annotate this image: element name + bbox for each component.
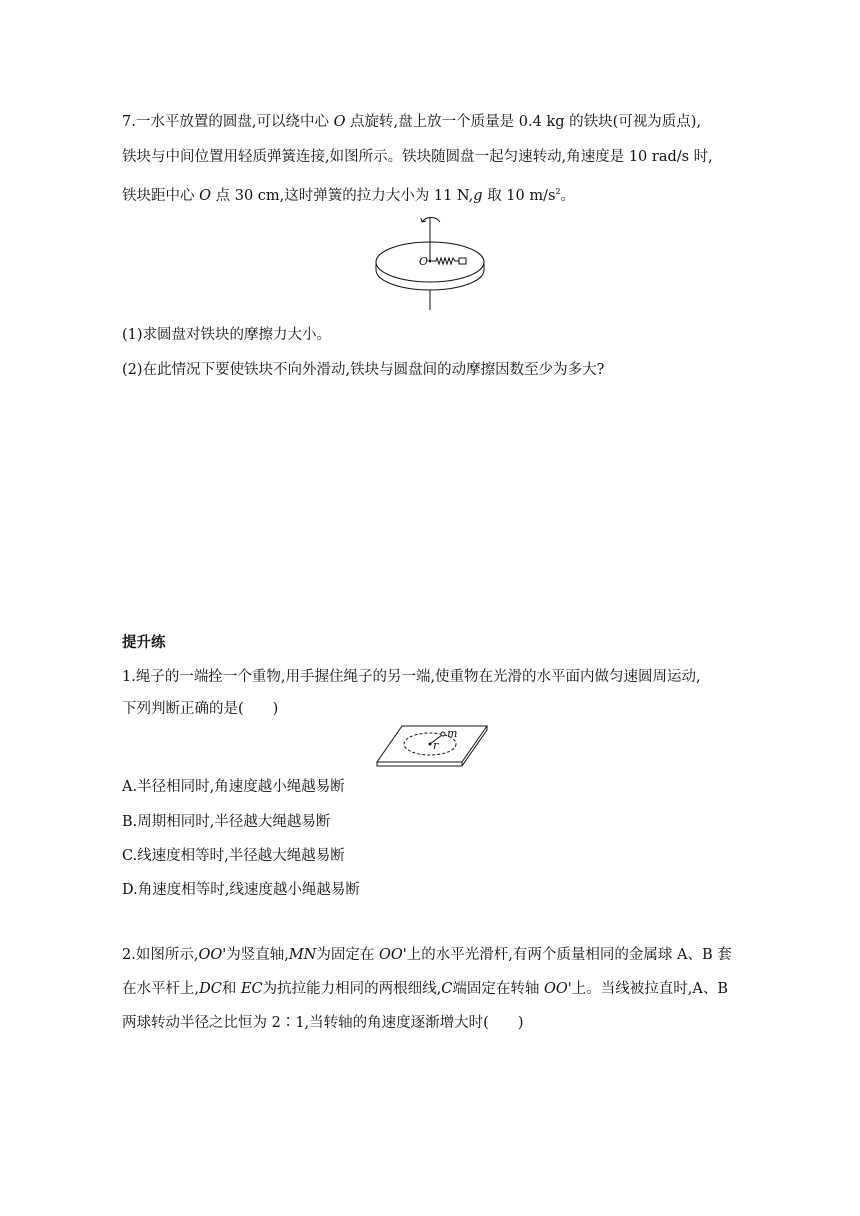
circular-motion-figure — [376, 724, 488, 768]
p2-line-2: 在水平杆上,DC和 EC为抗拉能力相同的两根细线,C端固定在转轴 OO'上。当线被拉直时,A、B — [122, 981, 728, 997]
symbol-o: O — [333, 114, 346, 130]
label-o: O — [419, 255, 429, 268]
p2-line-3: 两球转动半径之比恒为 2∶1,当转轴的角速度逐渐增大时( ) — [122, 1015, 524, 1031]
spring-icon — [432, 258, 459, 264]
q7-line-2: 铁块与中间位置用轻质弹簧连接,如图所示。铁块随圆盘一起匀速转动,角速度是 10 rad/s 时, — [122, 149, 713, 165]
q7-sub-2: (2)在此情况下要使铁块不向外滑动,铁块与圆盘间的动摩擦因数至少为多大? — [122, 362, 605, 378]
section-title: 提升练 — [122, 635, 166, 651]
symbol-o: O — [199, 188, 211, 204]
p1-line-2: 下列判断正确的是( ) — [122, 701, 279, 717]
rotating-disc-figure — [370, 214, 490, 314]
p1-option-a: A.半径相同时,角速度越小绳越易断 — [122, 779, 345, 795]
symbol-g: g — [473, 188, 483, 204]
iron-block — [459, 258, 466, 264]
label-r: r — [433, 739, 439, 752]
mass-ball — [441, 732, 445, 736]
plane-top — [377, 726, 487, 762]
p2-line-1: 2.如图所示,OO'为竖直轴,MN为固定在 OO'上的水平光滑杆,有两个质量相同的金属球 A、B 套 — [122, 947, 732, 963]
p1-option-c: C.线速度相等时,半径越大绳越易断 — [122, 848, 345, 864]
p1-line-1: 1.绳子的一端拴一个重物,用手握住绳子的另一端,使重物在光滑的水平面内做匀速圆周运动, — [122, 669, 701, 685]
q7-sub-1: (1)求圆盘对铁块的摩擦力大小。 — [122, 327, 332, 343]
p1-option-d: D.角速度相等时,线速度越小绳越易断 — [122, 882, 360, 898]
label-m: m — [447, 727, 458, 740]
p1-option-b: B.周期相同时,半径越大绳越易断 — [122, 814, 331, 830]
q7-line-1: 7.一水平放置的圆盘,可以绕中心 O 点旋转,盘上放一个质量是 0.4 kg 的铁块(可视为质点), — [122, 114, 702, 130]
q7-line-3: 铁块距中心 O 点 30 cm,这时弹簧的拉力大小为 11 N,g 取 10 $m/s^2$。 — [122, 187, 576, 204]
